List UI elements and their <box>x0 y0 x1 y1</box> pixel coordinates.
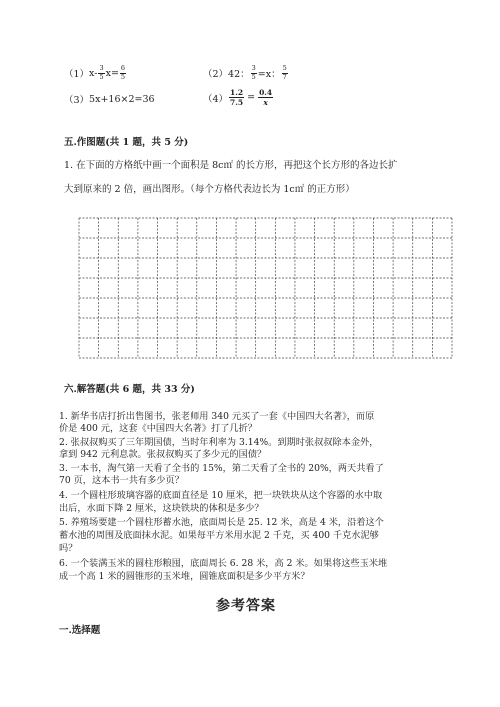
fraction: $\frac{5}{7}$ <box>282 64 287 81</box>
section-heading: 六.解答题(共 6 题，共 33 分) <box>64 384 195 395</box>
problem-line: 1. 新华书店打折出售图书，张老师用 340 元买了一套《中国四大名著》，而原 <box>59 411 375 422</box>
problem-line: 6. 一个装满玉米的圆柱形粮囤，底面周长 6. 28 米，高 2 米。如果将这些玉米堆 <box>59 558 388 569</box>
section-heading: 五.作图题(共 1 题，共 5 分) <box>64 137 189 148</box>
equation-text: =x： <box>257 69 281 80</box>
equation-text: = <box>247 92 256 103</box>
problem-line: 拿到 942 元利息款。张叔叔购买了多少元的国债？ <box>59 449 267 460</box>
question-text: 1. 在下面的方格纸中画一个面积是 8c㎡ 的长方形，再把这个长方形的各边长扩 <box>64 160 398 171</box>
drawing-grid[interactable] <box>78 217 453 359</box>
question-text: 大到原来的 2 倍，画出图形。（每个方格代表边长为 1c㎡ 的正方形） <box>64 184 355 195</box>
problem-line: 价是 400 元，这套《中国四大名著》打了几折？ <box>59 423 257 434</box>
equation-label: （3） <box>64 95 90 106</box>
problem-line: 5. 养殖场要建一个圆柱形蓄水池，底面周长是 25. 12 米，高是 4 米，沿着这个 <box>59 517 384 528</box>
equation-label: （4） <box>203 93 229 105</box>
equation-text: x- <box>89 67 98 79</box>
fraction: $\frac{6}{5}$ <box>120 64 126 81</box>
problem-line: 出后，水面下降 2 厘米，这块铁块的体积是多少？ <box>59 503 264 514</box>
equation-label: （2） <box>203 69 229 80</box>
problem-line: 3. 一本书，淘气第一天看了全书的 15%，第二天看了全书的 20%，两天共看了 <box>59 463 384 474</box>
fraction: $\frac{0.4}{x}$ <box>259 88 273 107</box>
problem-line: 成一个高 1 米的圆锥形的玉米堆，圆锥底面积是多少平方米？ <box>59 571 310 582</box>
problem-line: 4. 一个圆柱形玻璃容器的底面直径是 10 厘米，把一块铁块从这个容器的水中取 <box>59 490 383 501</box>
problem-line: 蓄水池的周围及底面抹水泥。如果每平方米用水泥 2 千克，买 400 千克水泥够 <box>59 530 379 541</box>
fraction: $\frac{3}{5}$ <box>251 64 256 81</box>
equation-text: x= <box>105 67 119 79</box>
problem-line: 2. 张叔叔购买了三年期国债，当时年利率为 3.14%。到期时张叔叔除本金外， <box>59 437 379 448</box>
equation-3 <box>64 92 155 106</box>
equation-text: 5x+16×2=36 <box>89 93 155 105</box>
fraction: $\frac{3}{5}$ <box>99 64 104 81</box>
equation-1 <box>64 65 127 81</box>
equation-2 <box>203 65 289 81</box>
equation-label: （1） <box>64 69 90 80</box>
equation-text: 42： <box>228 69 250 80</box>
answer-section-heading: 一.选择题 <box>59 625 101 636</box>
fraction: $\frac{1.2}{7.5}$ <box>230 88 244 107</box>
problem-line: 70 页，这本书一共有多少页？ <box>59 475 184 486</box>
equation-4 <box>203 88 274 107</box>
problem-line: 吗？ <box>59 543 78 554</box>
answer-title: 参考答案 <box>216 598 276 614</box>
